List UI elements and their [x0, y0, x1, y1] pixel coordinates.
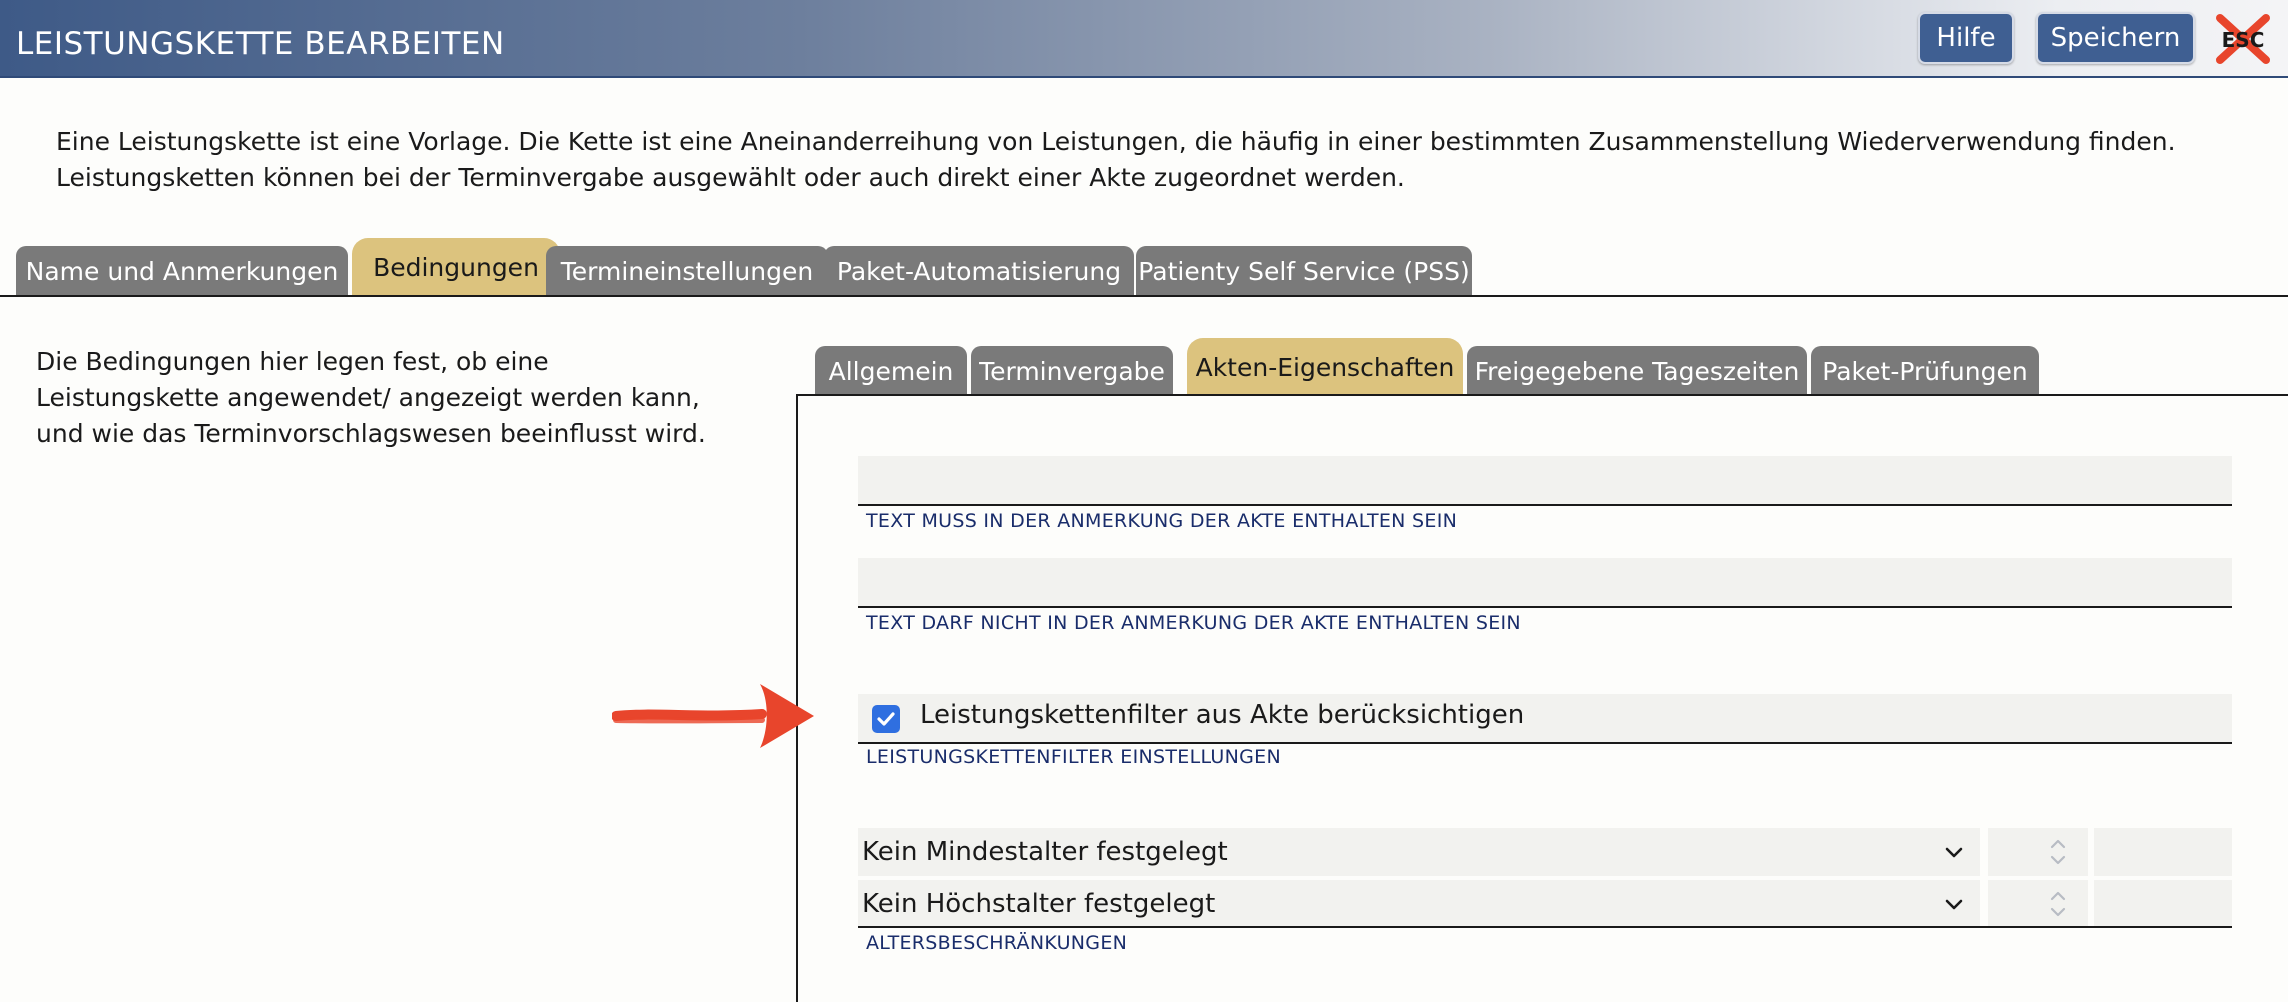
esc-label: ESC — [2221, 28, 2265, 52]
min-age-select[interactable] — [858, 828, 1980, 876]
chevron-down-icon — [1942, 892, 1966, 916]
checkmark-icon — [872, 705, 900, 733]
filter-checkbox[interactable] — [872, 705, 900, 733]
tab-divider — [0, 295, 2288, 297]
min-age-stepper[interactable] — [1988, 828, 2088, 876]
stepper-icon[interactable] — [2048, 836, 2068, 868]
min-age-value: Kein Mindestalter festgelegt — [862, 837, 1228, 867]
max-age-unit-field[interactable] — [2094, 880, 2232, 928]
annotation-arrow-icon — [612, 680, 818, 752]
must-not-contain-input[interactable] — [858, 558, 2232, 608]
tab-allgemein[interactable]: Allgemein — [815, 346, 967, 396]
tab-paket-automatisierung[interactable]: Paket-Automatisierung — [824, 246, 1134, 296]
tab-patienty-self-service[interactable]: Patienty Self Service (PSS) — [1136, 246, 1472, 296]
must-contain-input[interactable] — [858, 456, 2232, 506]
age-divider — [858, 926, 2232, 928]
window-header — [0, 0, 2288, 78]
conditions-description: Die Bedingungen hier legen fest, ob eine Leistungskette angewendet/ angezeigt werden kann, und wie das Terminvorschlagswesen beeinflusst wird. — [36, 347, 706, 448]
tab-freigegebene-tageszeiten[interactable]: Freigegebene Tageszeiten — [1467, 346, 1807, 396]
save-button[interactable]: Speichern — [2036, 12, 2195, 64]
esc-close-icon[interactable] — [2214, 12, 2272, 66]
filter-checkbox-row[interactable] — [858, 694, 2232, 744]
must-not-contain-label: TEXT DARF NICHT IN DER ANMERKUNG DER AKTE ENTHALTEN SEIN — [866, 612, 1521, 634]
tab-name-und-anmerkungen[interactable]: Name und Anmerkungen — [16, 246, 348, 296]
filter-checkbox-label[interactable]: Leistungskettenfilter aus Akte berücksichtigen — [920, 700, 1525, 730]
sub-panel-border-top — [796, 394, 2288, 396]
age-restrictions-label: ALTERSBESCHRÄNKUNGEN — [866, 932, 1128, 954]
stepper-icon[interactable] — [2048, 888, 2068, 920]
must-contain-label: TEXT MUSS IN DER ANMERKUNG DER AKTE ENTHALTEN SEIN — [866, 510, 1458, 532]
tab-terminvergabe[interactable]: Terminvergabe — [971, 346, 1173, 396]
tab-termineinstellungen[interactable]: Termineinstellungen — [546, 246, 828, 296]
intro-text: Eine Leistungskette ist eine Vorlage. Die Kette ist eine Aneinanderreihung von Leistungen, die häufig in einer bestimmten Zusammenstellung Wiederverwendung finden. Leistungsketten können bei der Terminvergabe ausgewählt oder auch direkt einer Akte zugeordnet werden. — [56, 127, 2176, 192]
tab-paket-pruefungen[interactable]: Paket-Prüfungen — [1811, 346, 2039, 396]
help-button[interactable]: Hilfe — [1918, 12, 2014, 64]
tab-bedingungen[interactable]: Bedingungen — [352, 238, 560, 296]
page-title: LEISTUNGSKETTE BEARBEITEN — [16, 26, 505, 62]
max-age-stepper[interactable] — [1988, 880, 2088, 928]
min-age-unit-field[interactable] — [2094, 828, 2232, 876]
filter-settings-label: LEISTUNGSKETTENFILTER EINSTELLUNGEN — [866, 746, 1281, 768]
max-age-value: Kein Höchstalter festgelegt — [862, 889, 1216, 919]
tab-akten-eigenschaften[interactable]: Akten-Eigenschaften — [1187, 338, 1463, 396]
chevron-down-icon — [1942, 840, 1966, 864]
max-age-select[interactable] — [858, 880, 1980, 928]
